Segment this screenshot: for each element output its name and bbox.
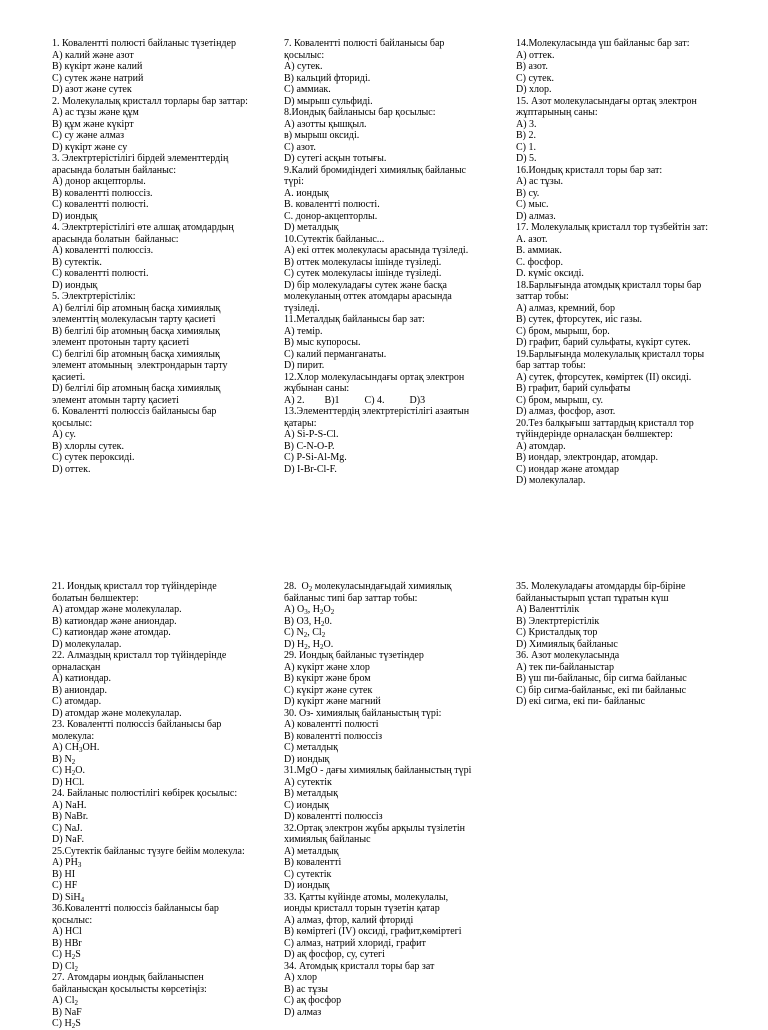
question-line: 15. Азот молекуласындағы ортақ электрон: [516, 95, 697, 107]
question-line: D) хлор.: [516, 84, 552, 95]
question-line: В) оттек молекуласы ішінде түзіледі.: [284, 256, 442, 268]
question-line: А) металдық: [284, 845, 339, 857]
question-line: А) су.: [52, 429, 76, 440]
question-line: С) бром, мырыш, су.: [516, 394, 603, 406]
question-line: В) аниондар.: [52, 684, 108, 696]
question-line: 33. Қатты күйінде атомы, молекулалы,: [284, 891, 449, 903]
question-line: С) ковалентті полюсті.: [52, 268, 149, 279]
question-line: В) азот.: [516, 61, 548, 72]
question-line: D) $Cl_2$: [52, 960, 78, 973]
question-line: 12.Хлор молекуласындағы ортақ электрон: [284, 371, 465, 383]
question-line: А) ковалентті полюссіз.: [52, 245, 154, 256]
question-line: А) донор акцепторлы.: [52, 176, 146, 187]
question-line: байланыстырып ұстап тұратын күш: [516, 592, 669, 604]
question-line: В) құм және күкірт: [52, 118, 134, 130]
question-line: D) екі сигма, екі пи- байланыс: [516, 696, 646, 707]
question-line: В) ковалентті полюссіз: [284, 730, 383, 742]
question-line: 36. Азот молекуласында: [516, 650, 620, 661]
column-top-middle: [284, 38, 484, 475]
question-line: 28. $O_2$ молекуласындағыдай химиялық: [284, 581, 452, 593]
question-line: қосылыс:: [52, 417, 93, 429]
question-line: в) мырыш оксиді.: [284, 130, 360, 141]
question-line: А) $CH_3OH$.: [52, 742, 100, 754]
question-line: А) атомдар және молекулалар.: [52, 604, 182, 615]
question-line: 30. Oз- химиялық байланыстың түрі:: [284, 707, 442, 719]
question-line: бар заттар тобы:: [516, 360, 586, 371]
question-line: D) белгілі бір атомның басқа химиялық: [52, 383, 221, 394]
question-line: D. күміс оксиді.: [516, 268, 584, 279]
question-line: В. аммиак.: [516, 245, 562, 256]
question-line: 35. Молекуладағы атомдарды бір-біріне: [516, 581, 686, 592]
question-line: D) күкірт және магний: [284, 696, 381, 707]
question-line: С) сутектік: [284, 868, 332, 880]
question-line: А) азотты қышқыл.: [284, 118, 367, 130]
question-line: А) 3.: [516, 118, 537, 130]
question-line: түзіледі.: [284, 302, 320, 314]
question-line: 6. Ковалентті полюссіз байланысы бар: [52, 406, 217, 417]
question-line: D) иондық: [284, 753, 330, 765]
question-line: В) сутектік.: [52, 256, 102, 268]
question-line: А) $O_3$, $H_2O_2$: [284, 604, 335, 616]
question-line: С) 1.: [516, 141, 536, 153]
question-line: С) бір сигма-байланыс, екі пи байланыс: [516, 684, 687, 696]
question-line: В) O3, $H_20$.: [284, 615, 332, 628]
question-line: 32.Ортақ электрон жұбы арқылы түзілетін: [284, 822, 465, 834]
question-line: 18.Барлығында атомдық кристалл торы бар: [516, 279, 702, 291]
question-line: С) мыс.: [516, 199, 549, 210]
question-line: В) сутек, фторсутек, иіс газы.: [516, 314, 642, 325]
question-line: түйіндерінде орналасқан бөлшектер:: [516, 429, 673, 440]
question-line: D) молекулалар.: [52, 638, 122, 650]
question-line: түрі:: [284, 176, 304, 187]
question-line: 22. Алмаздың кристалл тор түйіндерінде: [52, 650, 227, 661]
question-line: С) NaJ.: [52, 822, 83, 834]
question-line: А. азот.: [516, 233, 548, 245]
question-line: А) темір.: [284, 325, 323, 337]
question-line: А) сутектік: [284, 776, 332, 788]
question-line: В) ковалентті: [284, 857, 342, 868]
question-line: В) HI: [52, 868, 76, 880]
question-line: С) азот.: [284, 141, 316, 153]
question-line: 9.Калий бромидіндегі химиялық байланыс: [284, 164, 466, 176]
question-line: В) катиондар және аниондар.: [52, 615, 177, 627]
question-line: D) молекулалар.: [516, 475, 586, 486]
question-line: В) ас тұзы: [284, 983, 328, 995]
question-line: В) металдық: [284, 788, 338, 799]
question-line: 11.Металдық байланысы бар зат:: [284, 314, 425, 325]
question-line: С) $H_2S$: [52, 1018, 81, 1030]
question-line: С) $H_2O$.: [52, 765, 85, 777]
question-line: 34. Атомдық кристалл торы бар зат: [284, 960, 435, 972]
question-line: В) белгілі бір атомның басқа химиялық: [52, 325, 220, 337]
question-line: жұбынан саны:: [284, 383, 350, 394]
question-line: С) $N_2$, $Cl_2$: [284, 627, 326, 639]
question-line: В) күкірт және бром: [284, 673, 371, 684]
question-line: 7. Ковалентті полюсті байланысы бар: [284, 38, 445, 49]
question-line: А) калий және азот: [52, 49, 134, 61]
question-line: D) SiH$_4$: [52, 891, 85, 904]
question-line: элементтің молекуласын тарту қасиеті: [52, 314, 216, 325]
question-line: қосылыс:: [52, 914, 93, 926]
question-line: В) Электртерістілік: [516, 615, 600, 627]
question-line: С) иондық: [284, 799, 329, 811]
question-line: А) хлор: [284, 972, 318, 983]
question-line: С) металдық: [284, 742, 338, 753]
question-line: элемент протонын тарту қасиеті: [52, 337, 190, 348]
question-line: заттар тобы:: [516, 291, 569, 302]
question-line: С) күкірт және сутек: [284, 684, 373, 696]
question-line: С) сутек және натрий: [52, 72, 144, 84]
question-line: 29. Иондық байланыс түзетіндер: [284, 650, 424, 661]
question-line: В) су.: [516, 187, 540, 199]
question-line: А) алмаз, фтор, калий фториді: [284, 914, 414, 926]
question-line: молекула:: [52, 730, 95, 742]
question-line: В) иондар, электрондар, атомдар.: [516, 452, 658, 463]
question-line: D) графит, барий сульфаты, күкірт сутек.: [516, 337, 691, 348]
question-line: D) күкірт және су: [52, 141, 128, 153]
question-line: С) сутек пероксиді.: [52, 452, 135, 463]
question-line: В) ковалентті полюссіз.: [52, 187, 153, 199]
question-line: В) HBr: [52, 937, 82, 949]
question-line: С) Кристалдық тор: [516, 627, 598, 638]
question-line: болатын бөлшектер:: [52, 592, 139, 604]
question-line: D) иондық: [52, 279, 98, 291]
question-line: D) 5.: [516, 153, 537, 164]
question-line: С) аммиак.: [284, 84, 331, 95]
question-line: D) иондық: [284, 880, 330, 891]
question-line: молекуланың оттек атомдары арасында: [284, 291, 452, 302]
question-line: А) ковалентті полюсті: [284, 719, 379, 730]
question-line: 2. Молекулалық кристалл торлары бар заттар:: [52, 95, 248, 107]
question-line: байланыс типі бар заттар тобы:: [284, 592, 418, 604]
question-line: С) белгілі бір атомның басқа химиялық: [52, 348, 220, 360]
question-line: 13.Элементтердің электртерістілігі азаятын: [284, 406, 470, 417]
question-line: А) ас тұзы.: [516, 176, 563, 187]
question-line: D) I-Br-Cl-F.: [284, 463, 337, 475]
question-line: А) $Cl_2$: [52, 995, 78, 1007]
question-line: В) хлорлы сутек.: [52, 440, 125, 452]
question-line: D) Химиялық байланыс: [516, 638, 618, 650]
question-line: А) екі оттек молекуласы арасында түзіледі.: [284, 245, 469, 256]
question-line: А) тек пи-байланыстар: [516, 661, 614, 673]
question-line: А) $PH_3$: [52, 857, 82, 869]
question-line: элемент атомын тарту қасиеті: [52, 394, 179, 406]
question-line: химиялық байланыс: [284, 834, 371, 845]
question-line: А) күкірт және хлор: [284, 661, 370, 673]
question-line: С) калий перманганаты.: [284, 348, 387, 360]
question-line: қосылыс:: [284, 49, 325, 61]
question-line: С) ковалентті полюсті.: [52, 199, 149, 210]
question-line: 27. Атомдары иондық байланыспен: [52, 972, 204, 983]
question-line: D) иондық: [52, 210, 98, 222]
question-line: D) NaF.: [52, 834, 84, 845]
question-line: D) металдық: [284, 222, 339, 233]
question-line: А) атомдар.: [516, 440, 566, 452]
question-line: С) $H_2S$: [52, 949, 81, 961]
question-line: А) катиондар.: [52, 673, 112, 684]
question-line: 31.MgO - дағы химиялық байланыстың түрі: [284, 765, 472, 776]
question-line: D) оттек.: [52, 463, 91, 475]
question-line: С. фосфор.: [516, 256, 563, 268]
question-line: D) ковалентті полюссіз: [284, 811, 383, 822]
question-line: элемент атомының электрондарын тарту: [52, 360, 228, 371]
question-line: байланысқан қосылысты көрсетіңіз:: [52, 983, 207, 995]
column-bottom-left: [52, 581, 252, 1030]
question-line: А) Валенттілік: [516, 604, 580, 615]
question-line: D) атомдар және молекулалар.: [52, 707, 182, 719]
question-line: қатары:: [284, 417, 317, 429]
question-line: А) 2. В)1 С) 4. D)3: [284, 394, 426, 406]
question-line: D) сутегі асқын тотығы.: [284, 153, 387, 164]
question-line: D) алмаз: [284, 1006, 322, 1018]
column-bottom-right: [516, 581, 716, 708]
question-line: 20.Тез балқығыш заттардың кристалл тор: [516, 417, 694, 429]
question-line: D) алмаз.: [516, 210, 556, 222]
question-line: С) P-Si-Al-Mg.: [284, 452, 347, 463]
question-line: 17. Молекулалық кристалл тор түзбейтін зат:: [516, 222, 709, 233]
question-line: В) NaF: [52, 1006, 82, 1018]
question-line: 24. Байланыс полюстілігі көбірек қосылыс:: [52, 788, 238, 799]
question-line: 8.Иондық байланысы бар қосылыс:: [284, 107, 436, 118]
question-line: 23. Ковалентті полюссіз байланысы бар: [52, 719, 222, 730]
question-line: орналасқан: [52, 661, 101, 673]
question-line: D) азот және сутек: [52, 84, 132, 95]
question-line: 10.Сутектік байланыс...: [284, 233, 385, 245]
question-line: 19.Барлығында молекулалық кристалл торы: [516, 348, 705, 360]
question-line: В) көміртегі (IV) оксиді, графит,көміртегі: [284, 926, 462, 937]
question-line: С) катиондар және атомдар.: [52, 627, 171, 638]
question-line: 14.Молекуласында үш байланыс бар зат:: [516, 38, 690, 49]
question-line: С) су және алмаз: [52, 130, 125, 141]
question-line: А) ас тұзы және құм: [52, 107, 139, 118]
question-line: D) бір молекуладағы сутек және басқа: [284, 279, 447, 291]
question-line: В) NaBr.: [52, 811, 89, 822]
question-line: С) атомдар.: [52, 696, 102, 707]
question-line: В) кальций фториді.: [284, 72, 371, 84]
question-line: D) алмаз, фосфор, азот.: [516, 406, 616, 417]
question-line: D) пирит.: [284, 360, 325, 371]
question-line: 36.Ковалентті полюссіз байланысы бар: [52, 903, 219, 914]
question-line: С) HF: [52, 880, 78, 891]
question-line: А) белгілі бір атомның басқа химиялық: [52, 302, 221, 314]
question-line: 25.Сутектік байланыс түзуге бейім молекула:: [52, 845, 245, 857]
question-line: 21. Иондық кристалл тор түйіндерінде: [52, 581, 217, 592]
question-line: С. донор-акцепторлы.: [284, 210, 378, 222]
question-line: В) C-N-O-P.: [284, 440, 335, 452]
question-line: В) үш пи-байланыс, бір сигма байланыс: [516, 673, 687, 684]
question-line: 1. Ковалентті полюсті байланыс түзетіндер: [52, 38, 236, 49]
question-line: арасында болатын байланыс:: [52, 233, 179, 245]
question-line: А) Si-P-S-Cl.: [284, 429, 339, 440]
question-line: D) ақ фосфор, су, сутегі: [284, 949, 385, 960]
question-line: А) NaH.: [52, 799, 87, 811]
question-line: D) $H_2$, $H_2O$.: [284, 638, 334, 651]
question-line: 5. Электртерістілік:: [52, 291, 136, 302]
question-line: В) 2.: [516, 130, 536, 141]
question-line: 3. Электртерістілігі бірдей элементтердің: [52, 153, 229, 164]
question-line: С) алмаз, натрий хлориді, графит: [284, 937, 426, 949]
question-line: В) графит, барий сульфаты: [516, 383, 631, 394]
question-line: 16.Иондық кристалл торы бар зат:: [516, 164, 663, 176]
question-line: В. ковалентті полюсті.: [284, 199, 380, 210]
question-line: 4. Электртерістілігі өте алшақ атомдардың: [52, 222, 234, 233]
question-line: В) мыс купоросы.: [284, 337, 361, 348]
column-top-left: [52, 38, 252, 475]
question-line: С) сутек молекуласы ішінде түзіледі.: [284, 268, 442, 279]
question-line: А) HCl: [52, 926, 82, 937]
question-line: А) сутек.: [284, 61, 323, 72]
question-line: жұптарының саны:: [516, 107, 598, 118]
question-line: С) иондар және атомдар: [516, 463, 619, 475]
question-line: D) HCl.: [52, 776, 85, 788]
column-top-right: [516, 38, 716, 487]
question-line: В) күкірт және калий: [52, 61, 143, 72]
question-line: арасында болатын байланыс:: [52, 164, 177, 176]
question-line: А) алмаз, кремний, бор: [516, 302, 615, 314]
question-line: С) бром, мырыш, бор.: [516, 325, 610, 337]
column-bottom-middle: [284, 581, 484, 1018]
question-line: А) сутек, фторсутек, көміртек (II) оксиді.: [516, 371, 692, 383]
question-line: С) ақ фосфор: [284, 995, 342, 1006]
question-line: ионды кристалл торын түзетін қатар: [284, 903, 440, 914]
question-line: С) сутек.: [516, 72, 554, 84]
question-line: А. иондық: [284, 187, 329, 199]
question-line: қасиеті.: [52, 371, 86, 383]
question-line: В) $N_2$: [52, 753, 76, 766]
question-line: D) мырыш сульфиді.: [284, 95, 373, 107]
question-line: А) оттек.: [516, 49, 555, 61]
